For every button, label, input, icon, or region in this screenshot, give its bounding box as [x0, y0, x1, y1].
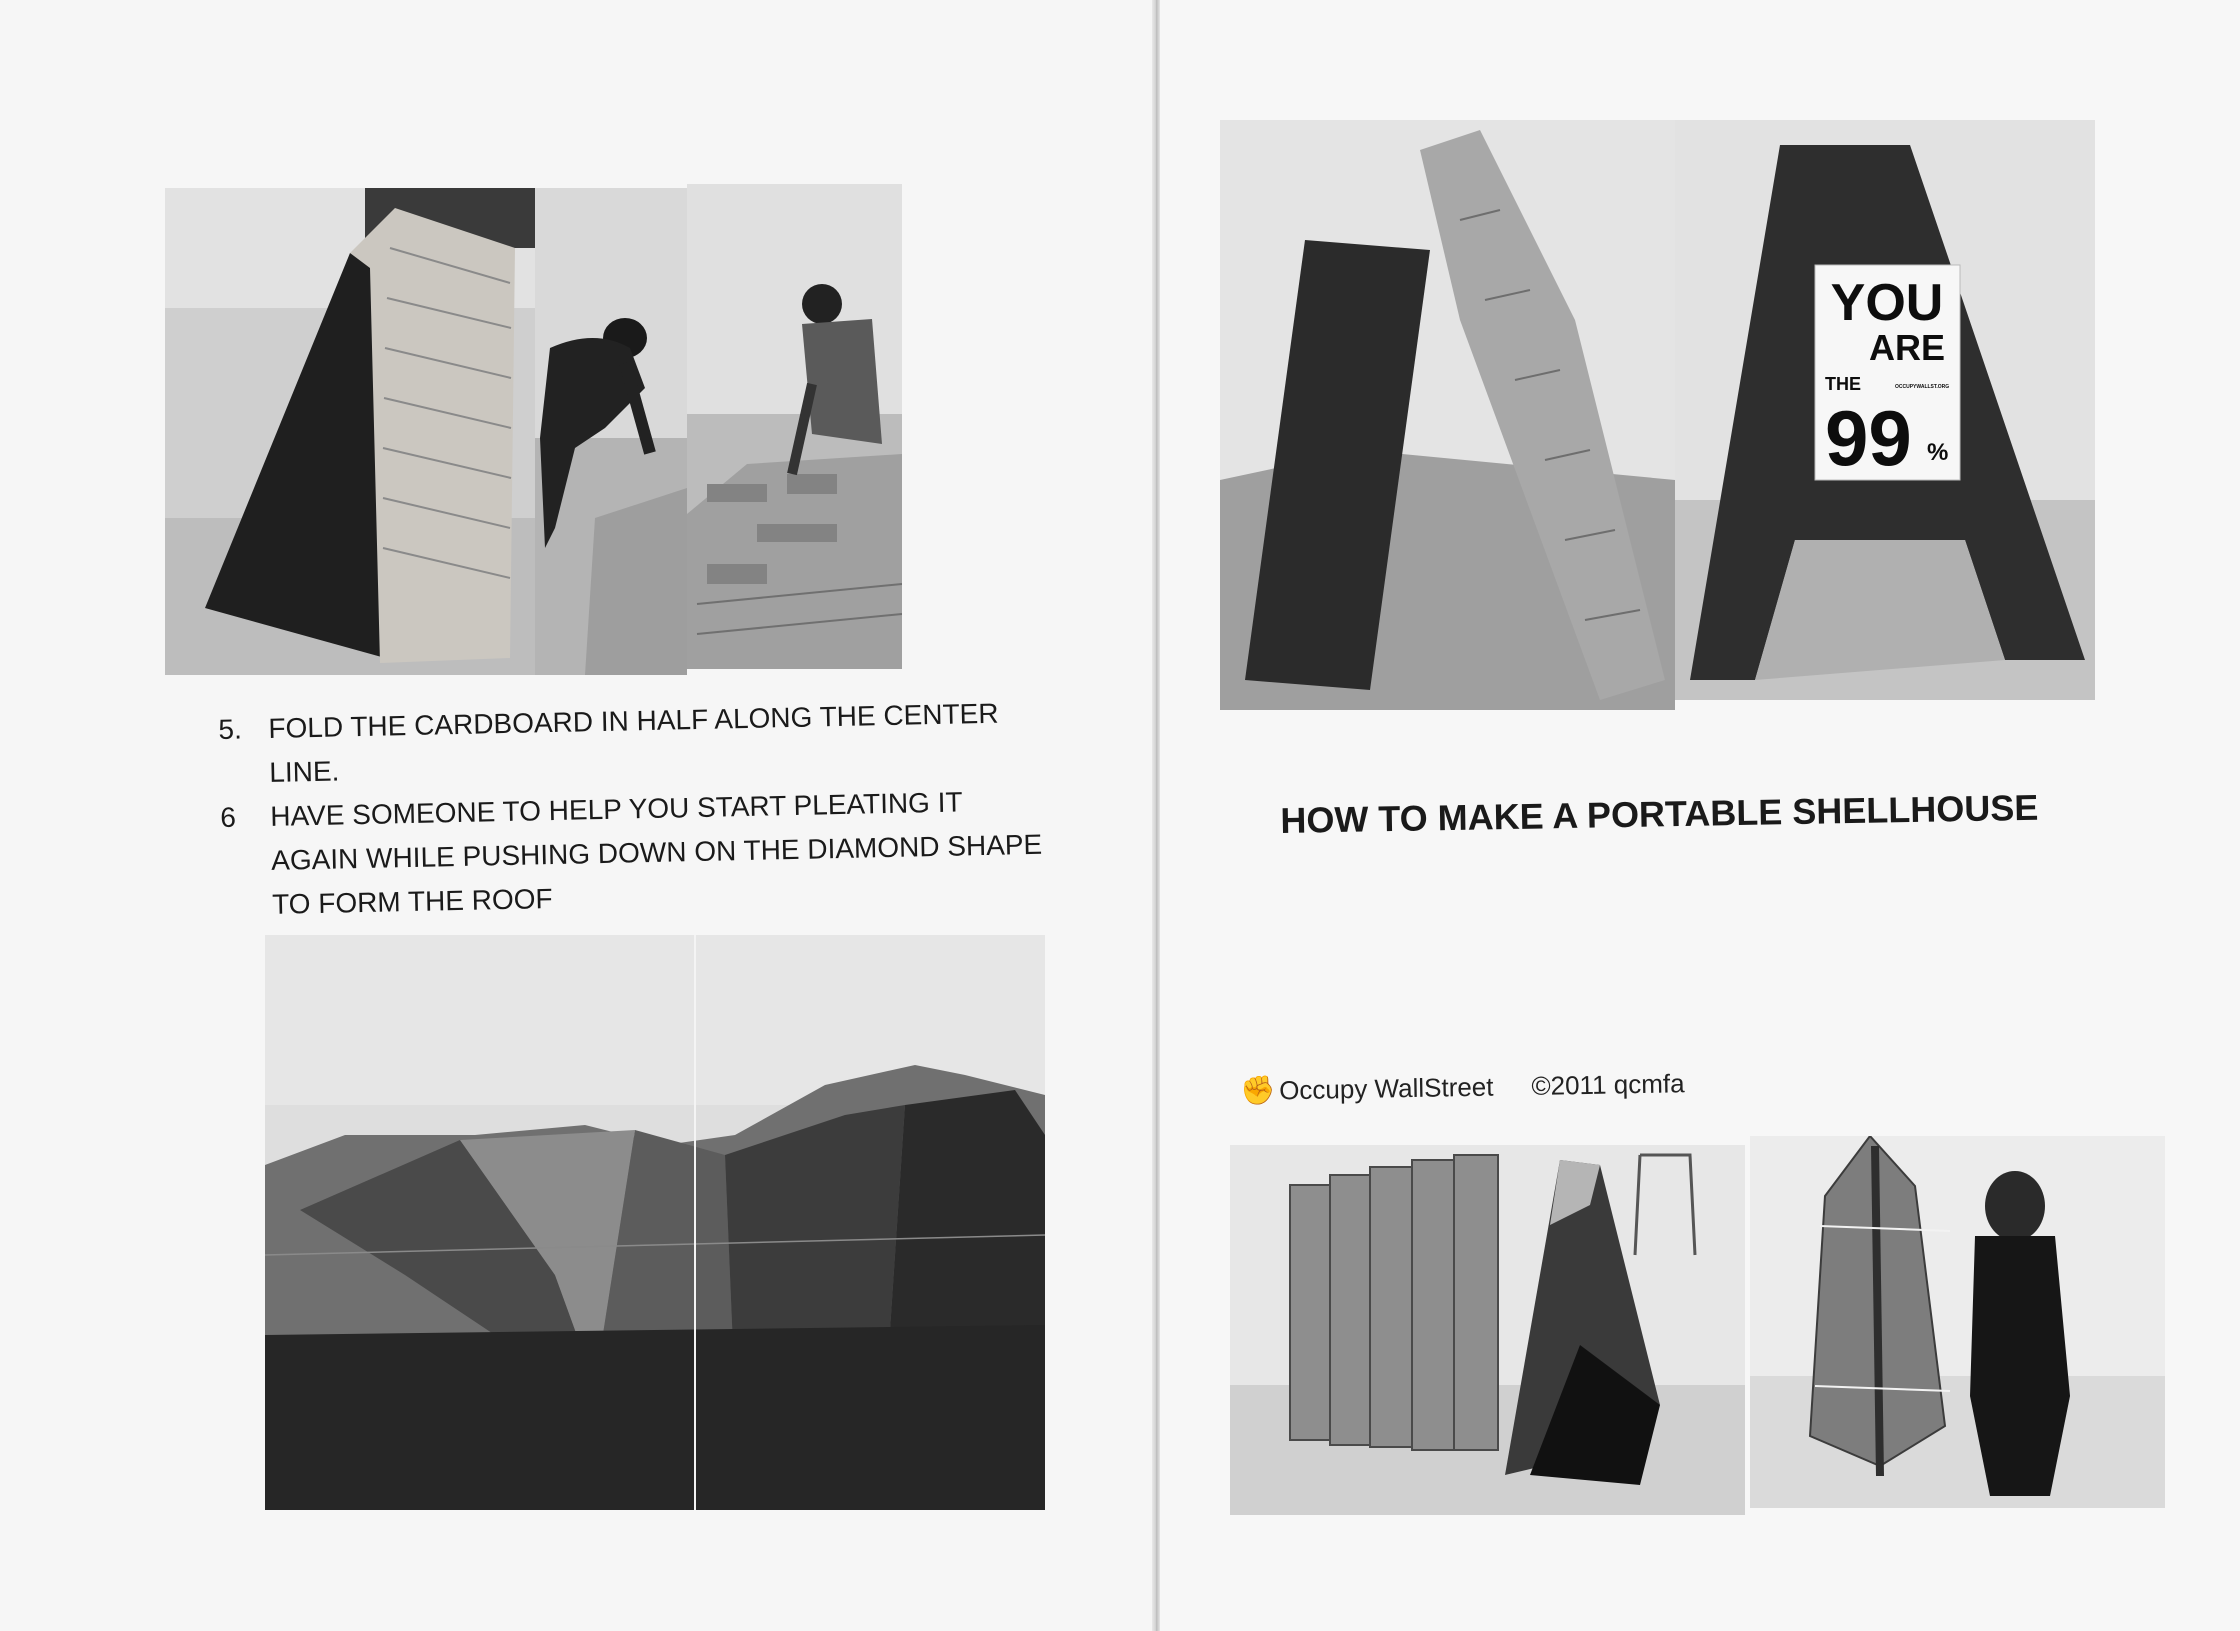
- page-title: HOW TO MAKE A PORTABLE SHELLHOUSE: [1280, 786, 2039, 841]
- step-6-text: HAVE SOMEONE TO HELP YOU START PLEATING IT: [269, 786, 963, 832]
- photo-a-frame-side: [1220, 120, 1675, 710]
- photo-pleated-roof: [265, 935, 1045, 1510]
- sign-percent: %: [1927, 439, 1949, 466]
- step-6-text-cont-2: TO FORM THE ROOF: [271, 883, 553, 920]
- photo-a-frame-front-with-sign: [1675, 120, 2095, 700]
- photo-person-pleating: [687, 184, 902, 669]
- sign-small-url: OCCUPYWALLST.ORG: [1895, 384, 1950, 390]
- photo-folded-cardboard-triangle: [165, 188, 535, 675]
- step-6-text-cont: AGAIN WHILE PUSHING DOWN ON THE DIAMOND SHAPE: [270, 828, 1043, 876]
- raised-fist-icon: ✊: [1240, 1074, 1276, 1106]
- sign-number: 99: [1825, 394, 1912, 482]
- photo-shellhouse-collapsed: [1230, 1145, 1745, 1515]
- sign-word-the: THE: [1825, 374, 1861, 394]
- page-fold: [1152, 0, 1160, 1631]
- sign-word-are: ARE: [1868, 327, 1945, 368]
- step-instructions: [218, 691, 1044, 928]
- credits-copyright: ©2011 qcmfa: [1531, 1068, 1685, 1101]
- credits-org: Occupy WallStreet: [1278, 1071, 1494, 1106]
- photo-shellhouse-carried: [1750, 1136, 2165, 1508]
- step-6-number: 6: [219, 801, 237, 833]
- step-5-text: FOLD THE CARDBOARD IN HALF ALONG THE CENTER: [268, 697, 999, 744]
- step-5-number: 5.: [218, 713, 243, 745]
- step-5-text-cont: LINE.: [269, 755, 340, 788]
- photo-person-folding: [535, 188, 687, 675]
- sign-word-you: YOU: [1830, 274, 1944, 332]
